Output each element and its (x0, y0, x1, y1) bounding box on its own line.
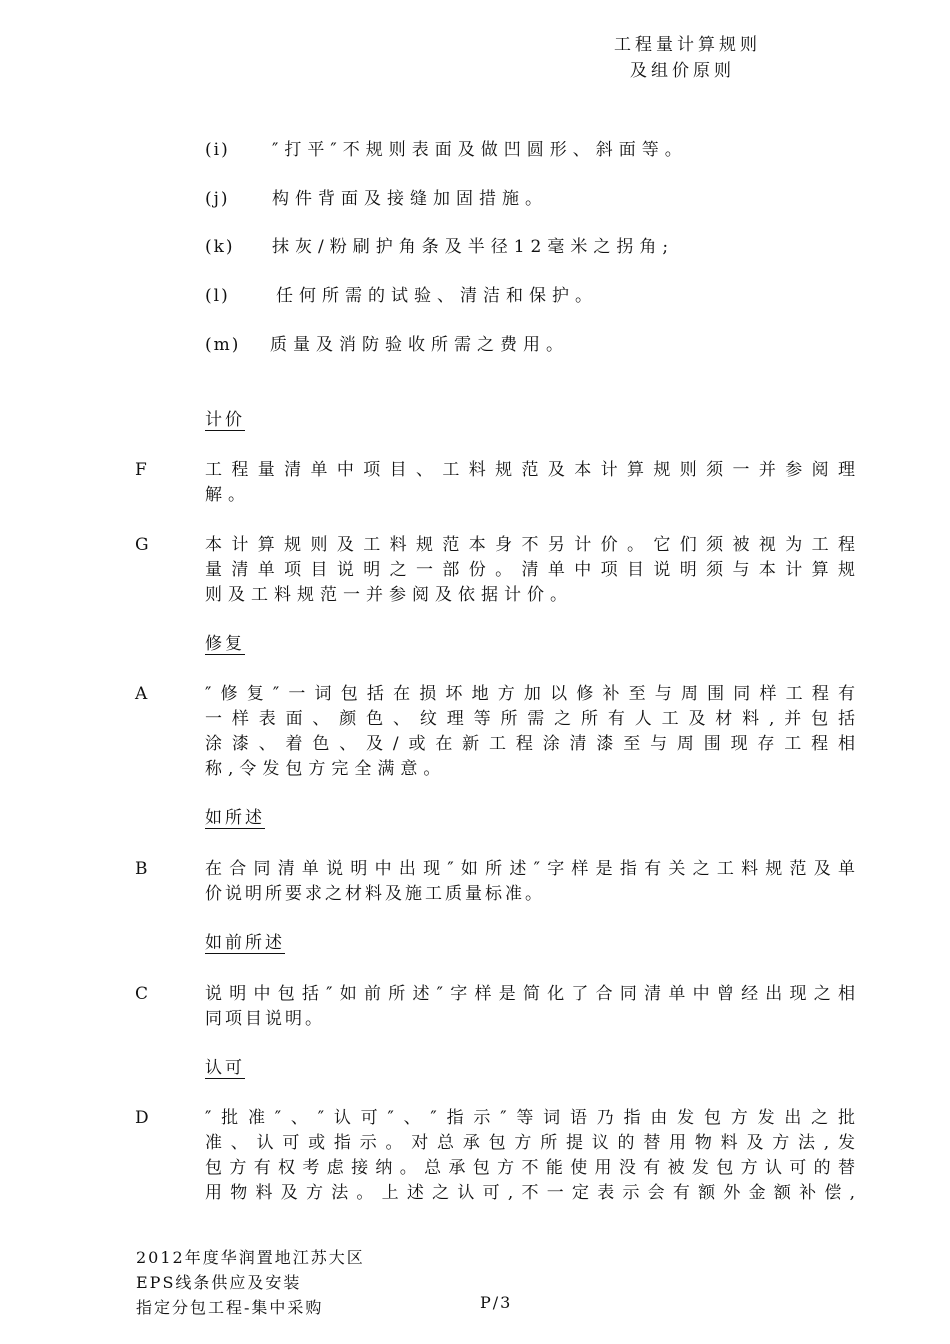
clause-line: 说明中包括″如前所述″字样是简化了合同清单中曾经出现之相 (205, 984, 855, 1004)
list-item-label: (j) (205, 189, 230, 209)
list-item-text: 质量及消防验收所需之费用。 (270, 335, 569, 355)
list-item-label: (m) (205, 335, 241, 355)
header-title-line2: 及组价原则 (630, 61, 735, 81)
document-header (600, 32, 800, 84)
list-item-text: 任何所需的试验、清洁和保护。 (276, 286, 598, 306)
clause-line: 准、认可或指示。对总承包方所提议的替用物料及方法,发 (205, 1133, 855, 1153)
clause-line: ″修复″一词包括在损坏地方加以修补至与周围同样工程有 (205, 684, 855, 704)
clause-line: 涂漆、着色、及/或在新工程涂清漆至与周围现存工程相 (205, 734, 855, 754)
clause-line: ″批准″、″认可″、″指示″等词语乃指由发包方发出之批 (205, 1108, 855, 1128)
clause-line: 在合同清单说明中出现″如所述″字样是指有关之工料规范及单 (205, 859, 855, 879)
section-heading-as-described: 如所述 (205, 808, 265, 828)
list-item-label: (i) (205, 140, 230, 160)
clause-letter: G (135, 535, 149, 555)
clause-letter: A (135, 684, 148, 704)
clause-line: 解。 (205, 485, 251, 505)
clause-line: 包方有权考虑接纳。总承包方不能使用没有被发包方认可的替 (205, 1158, 855, 1178)
clause-letter: C (135, 984, 149, 1004)
section-heading-pricing: 计价 (205, 410, 245, 430)
list-item-text: ″打平″不规则表面及做凹圆形、斜面等。 (272, 140, 688, 160)
section-heading-approval: 认可 (205, 1058, 245, 1078)
list-item-label: (k) (205, 237, 235, 257)
section-heading-as-previously-described: 如前所述 (205, 933, 285, 953)
clause-letter: F (135, 460, 147, 480)
footer-line2: EPS线条供应及安装 (136, 1273, 302, 1292)
clause-line: 用物料及方法。上述之认可,不一定表示会有额外金额补偿, (205, 1183, 855, 1203)
list-item-label: (l) (205, 286, 230, 306)
clause-line: 量清单项目说明之一部份。清单中项目说明须与本计算规 (205, 560, 855, 580)
footer-line1: 2012年度华润置地江苏大区 (136, 1248, 365, 1267)
clause-line: 则及工料规范一并参阅及依据计价。 (205, 585, 573, 605)
document-footer (136, 1245, 636, 1320)
clause-line: 称,令发包方完全满意。 (205, 759, 447, 779)
section-heading-repair: 修复 (205, 634, 245, 654)
clause-line: 同项目说明。 (205, 1009, 325, 1029)
page-number: P/3 (480, 1293, 513, 1312)
footer-line3: 指定分包工程-集中采购 (136, 1298, 324, 1317)
header-title-line1: 工程量计算规则 (614, 35, 761, 55)
list-item-text: 抹灰/粉刷护角条及半径12毫米之拐角; (272, 237, 675, 257)
clause-letter: D (135, 1108, 149, 1128)
clause-letter: B (135, 859, 148, 879)
list-item-text: 构件背面及接缝加固措施。 (272, 189, 548, 209)
clause-line: 一样表面、颜色、纹理等所需之所有人工及材料,并包括 (205, 709, 855, 729)
clause-line: 本计算规则及工料规范本身不另计价。它们须被视为工程 (205, 535, 855, 555)
clause-line: 价说明所要求之材料及施工质量标准。 (205, 884, 545, 904)
clause-line: 工程量清单中项目、工料规范及本计算规则须一并参阅理 (205, 460, 855, 480)
